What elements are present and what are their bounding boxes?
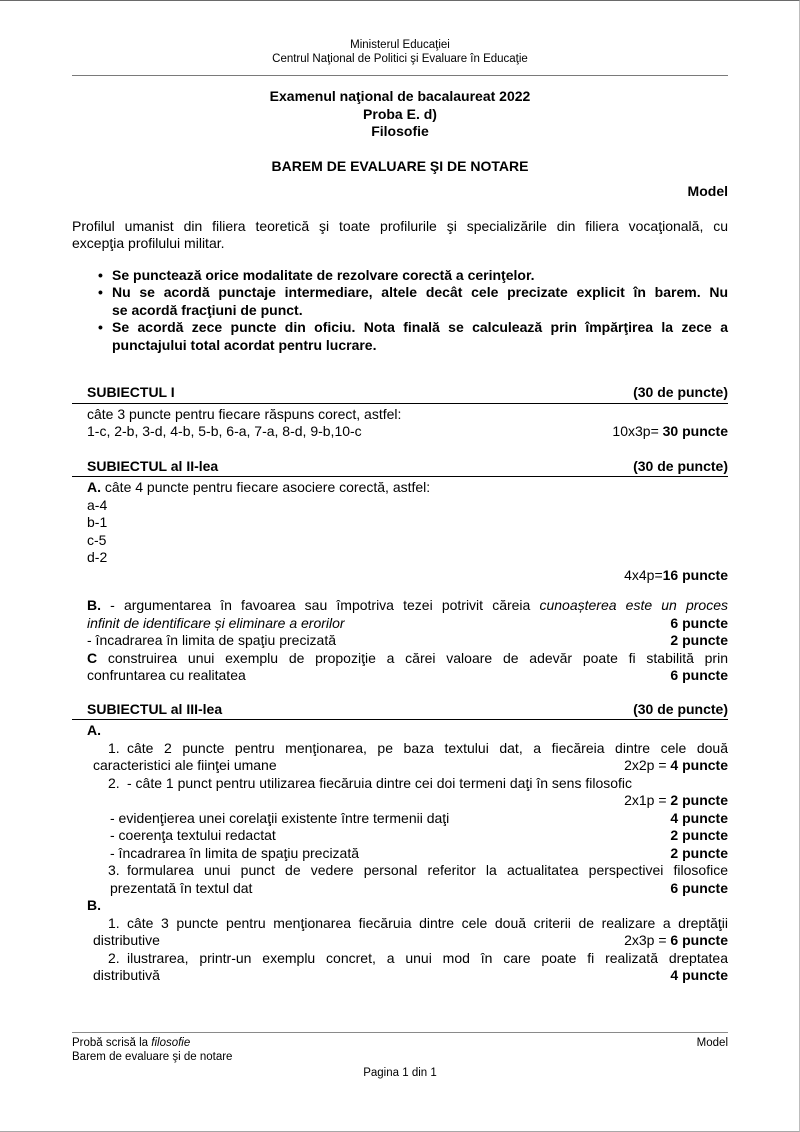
footer-subject [72, 1036, 190, 1050]
text-segment: SUBIECTUL al II-lea [87, 457, 219, 474]
text-segment: B. [87, 897, 101, 913]
footer-subject-name: filosofie [151, 1037, 191, 1049]
item-number: 3. [108, 862, 120, 878]
footer-model-label: Model [696, 1037, 728, 1049]
page-content [0, 38, 799, 985]
footer-barem-label: Barem de evaluare şi de notare [72, 1051, 233, 1063]
text-segment: 10x3p= [612, 423, 663, 439]
bullet-3-line-1 [72, 319, 728, 337]
text-segment: câte 3 puncte pentru menţionarea fiecăruia dintre cele două criterii de realizare a dreptăţii [127, 914, 728, 931]
row-text [112, 302, 303, 320]
row-text [87, 423, 362, 441]
text-segment: 4x4p= [624, 566, 663, 583]
text-segment: - evidenţierea unei corelaţii existente între termenii daţi [110, 809, 450, 826]
subiectul-2-a-points [72, 567, 728, 585]
subiectul-3-a-label [72, 722, 728, 740]
a2-correlation [72, 810, 728, 828]
row-text [93, 757, 277, 775]
row-text [87, 632, 336, 650]
text-segment: 4 puncte [670, 757, 728, 773]
subiectul-1-heading [72, 384, 728, 404]
bullet-marker: • [98, 319, 103, 335]
text-segment: excepţia profilului militar. [72, 235, 225, 251]
text-segment: câte 4 puncte pentru fiecare asociere corectă, astfel: [101, 479, 431, 495]
row-text [87, 897, 101, 915]
body-rows [72, 218, 728, 985]
footer-page-number: Pagina 1 din 1 [363, 1067, 437, 1079]
spacer [72, 253, 728, 267]
text-segment: 6 puncte [670, 667, 728, 683]
a3-line-1 [72, 862, 728, 880]
pairing-d [72, 549, 728, 567]
text-segment: 2 puncte [670, 844, 728, 861]
text-segment: prezentată în textul dat [110, 879, 253, 896]
text-segment: 2 puncte [670, 632, 728, 648]
row-points [670, 967, 728, 985]
row-text [87, 597, 728, 615]
text-segment: Se punctează orice modalitate de rezolvare corectă a cerinţelor. [112, 266, 535, 283]
text-segment: 6 puncte [670, 614, 728, 631]
spacer [72, 685, 728, 701]
text-segment: Profilul umanist din filiera teoretică şi toate profilurile şi specializările din filiera vocaţională, cu [72, 217, 728, 234]
row-text [87, 406, 401, 424]
bullet-3-line-2 [72, 337, 728, 355]
row-points [670, 810, 728, 828]
row-text [87, 722, 101, 740]
text-segment: 6 puncte [670, 932, 728, 948]
row-points [633, 384, 728, 402]
text-segment: 30 puncte [662, 423, 728, 439]
bullet-marker: • [98, 284, 103, 300]
intro-line-1 [72, 218, 728, 236]
subiectul-2-b-line-2 [72, 615, 728, 633]
subiectul-2-b-line-1 [72, 597, 728, 615]
row-points [633, 701, 728, 719]
pairing-a [72, 497, 728, 515]
text-segment: - argumentarea în favoarea sau împotriva tezei potrivit căreia [101, 597, 540, 613]
model-label: Model [687, 183, 728, 199]
exam-title-line-2: Proba E. d) [363, 105, 437, 122]
text-segment: (30 de puncte) [633, 384, 728, 400]
text-segment: 2x1p = [624, 792, 671, 808]
b2-line-1 [72, 950, 728, 968]
text-segment: SUBIECTUL al III-lea [87, 700, 223, 717]
row-text [72, 218, 728, 236]
text-segment: distributive [93, 932, 160, 948]
row-text [112, 337, 376, 355]
intro-line-2 [72, 235, 728, 253]
text-segment: C [87, 649, 98, 666]
exam-title-block [72, 88, 728, 141]
text-segment: confruntarea cu realitatea [87, 667, 246, 683]
row-points [624, 792, 728, 810]
spacer [72, 584, 728, 597]
text-segment: d-2 [87, 549, 108, 565]
text-segment: A. [87, 722, 101, 738]
row-text [87, 458, 218, 476]
text-segment: c-5 [87, 531, 107, 548]
row-text [110, 880, 252, 898]
spacer [72, 441, 728, 458]
text-segment: cunoașterea este un proces [539, 597, 728, 613]
footer-row-1 [72, 1036, 728, 1050]
text-segment: 4 puncte [670, 809, 728, 826]
a1-line-1 [72, 740, 728, 758]
row-points [670, 667, 728, 685]
text-segment: infinit de identificare și eliminare a erorilor [87, 614, 345, 631]
row-text [90, 915, 728, 933]
subiectul-1-answers [72, 423, 728, 441]
row-text [90, 950, 728, 968]
exam-title-line-1: Examenul naţional de bacalaureat 2022 [269, 88, 531, 104]
row-text [110, 827, 276, 845]
text-segment: formularea unui punct de vedere personal referitor la actualitatea perspectivei filosofice [127, 862, 728, 878]
row-text [90, 775, 632, 793]
row-text [90, 740, 728, 758]
subiectul-3-b-label [72, 897, 728, 915]
row-text [110, 810, 449, 828]
text-segment: 4 puncte [670, 967, 728, 983]
pairing-b [72, 514, 728, 532]
text-segment: ilustrarea, printr-un exemplu concret, a unui mod în care poate fi realizată dreptatea [127, 949, 728, 966]
pairing-c [72, 532, 728, 550]
text-segment: câte 3 puncte pentru fiecare răspuns corect, astfel: [87, 405, 402, 422]
a2-limit [72, 845, 728, 863]
text-segment: A. [87, 479, 101, 495]
subiectul-2-b-limit [72, 632, 728, 650]
text-segment: 1-c, 2-b, 3-d, 4-b, 5-b, 6-a, 7-a, 8-d, 9-b,10-c [87, 423, 362, 439]
text-segment: punctajului total acordat pentru lucrare. [112, 336, 377, 353]
bullet-2-line-2 [72, 302, 728, 320]
a3-line-2 [72, 880, 728, 898]
row-points [670, 827, 728, 845]
row-text [87, 615, 345, 633]
text-segment: - câte 1 punct pentru utilizarea fiecăruia dintre cei doi termeni daţi în sens filosofic [127, 774, 633, 791]
header-ministry: Ministerul Educaţiei [350, 39, 450, 51]
text-segment: câte 2 puncte pentru menţionarea, pe baza textului dat, a fiecăreia dintre cele două [127, 739, 728, 756]
page-header [72, 38, 728, 76]
row-text [98, 284, 728, 302]
text-segment: 16 puncte [662, 566, 728, 583]
row-text [87, 497, 107, 515]
item-number: 1. [108, 739, 120, 756]
row-points [624, 932, 728, 950]
text-segment: - încadrarea în limita de spaţiu precizată [87, 632, 337, 648]
text-segment: 6 puncte [670, 879, 728, 896]
row-points [670, 880, 728, 898]
row-text [87, 650, 728, 668]
text-segment: a-4 [87, 496, 108, 513]
row-text [98, 267, 535, 285]
a1-line-2 [72, 757, 728, 775]
b2-line-2 [72, 967, 728, 985]
spacer [72, 354, 728, 384]
subiectul-2-c-line-1 [72, 650, 728, 668]
row-text [87, 532, 106, 550]
item-number: 2. [108, 949, 120, 966]
text-segment: se acordă fracţiuni de punct. [112, 301, 303, 318]
row-text [87, 514, 107, 532]
row-text [87, 701, 222, 719]
page-footer [72, 1032, 728, 1080]
row-text [93, 967, 160, 985]
row-text [87, 667, 246, 685]
text-segment: 2 puncte [670, 792, 728, 808]
row-points [624, 757, 728, 775]
bullet-1 [72, 267, 728, 285]
row-text [110, 845, 359, 863]
item-number: 1. [108, 914, 120, 931]
text-segment: (30 de puncte) [633, 700, 728, 717]
text-segment: - coerenţa textului redactat [110, 827, 276, 843]
text-segment: construirea unui exemplu de propoziţie a cărei valoare de adevăr poate fi stabilită prin [97, 649, 728, 666]
bullet-marker: • [98, 266, 103, 283]
subiectul-3-heading [72, 701, 728, 721]
item-number: 2. [108, 774, 120, 791]
barem-title: BAREM DE EVALUARE ŞI DE NOTARE [271, 157, 529, 174]
row-points [612, 423, 728, 441]
a2-line-1 [72, 775, 728, 793]
text-segment: 2x3p = [624, 932, 671, 948]
row-text [72, 235, 225, 253]
a2-points [72, 792, 728, 810]
text-segment: distributivă [93, 967, 160, 983]
header-center: Centrul Naţional de Politici şi Evaluare în Educaţie [272, 53, 528, 65]
text-segment: (30 de puncte) [633, 457, 728, 474]
text-segment: SUBIECTUL I [87, 384, 175, 400]
b1-line-1 [72, 915, 728, 933]
text-segment: Se acordă zece puncte din oficiu. Nota finală se calculează prin împărţirea la zece a [112, 319, 728, 335]
row-text [87, 384, 175, 402]
row-points [670, 632, 728, 650]
footer-subject-prefix: Probă scrisă la [72, 1037, 152, 1049]
row-points [633, 458, 728, 476]
row-points [670, 615, 728, 633]
subiectul-1-rule [72, 406, 728, 424]
row-text [90, 862, 728, 880]
text-segment: 2 puncte [670, 827, 728, 843]
row-points [670, 845, 728, 863]
subiectul-2-c-line-2 [72, 667, 728, 685]
row-points [624, 567, 728, 585]
subiectul-2-a-rule [72, 479, 728, 497]
text-segment: 2x2p = [624, 757, 671, 773]
exam-title-line-3: Filosofie [371, 123, 429, 139]
row-text [93, 932, 160, 950]
b1-line-2 [72, 932, 728, 950]
row-text [87, 479, 430, 497]
text-segment: Nu se acordă punctaje intermediare, altele decât cele precizate explicit în barem. Nu [112, 284, 728, 300]
a2-coherence [72, 827, 728, 845]
row-text [98, 319, 728, 337]
text-segment: b-1 [87, 514, 108, 530]
text-segment: - încadrarea în limita de spaţiu precizată [110, 844, 360, 861]
subiectul-2-heading [72, 458, 728, 478]
bullet-2-line-1 [72, 284, 728, 302]
text-segment: B. [87, 597, 101, 613]
row-text [87, 549, 107, 567]
text-segment: caracteristici ale fiinţei umane [93, 757, 277, 773]
